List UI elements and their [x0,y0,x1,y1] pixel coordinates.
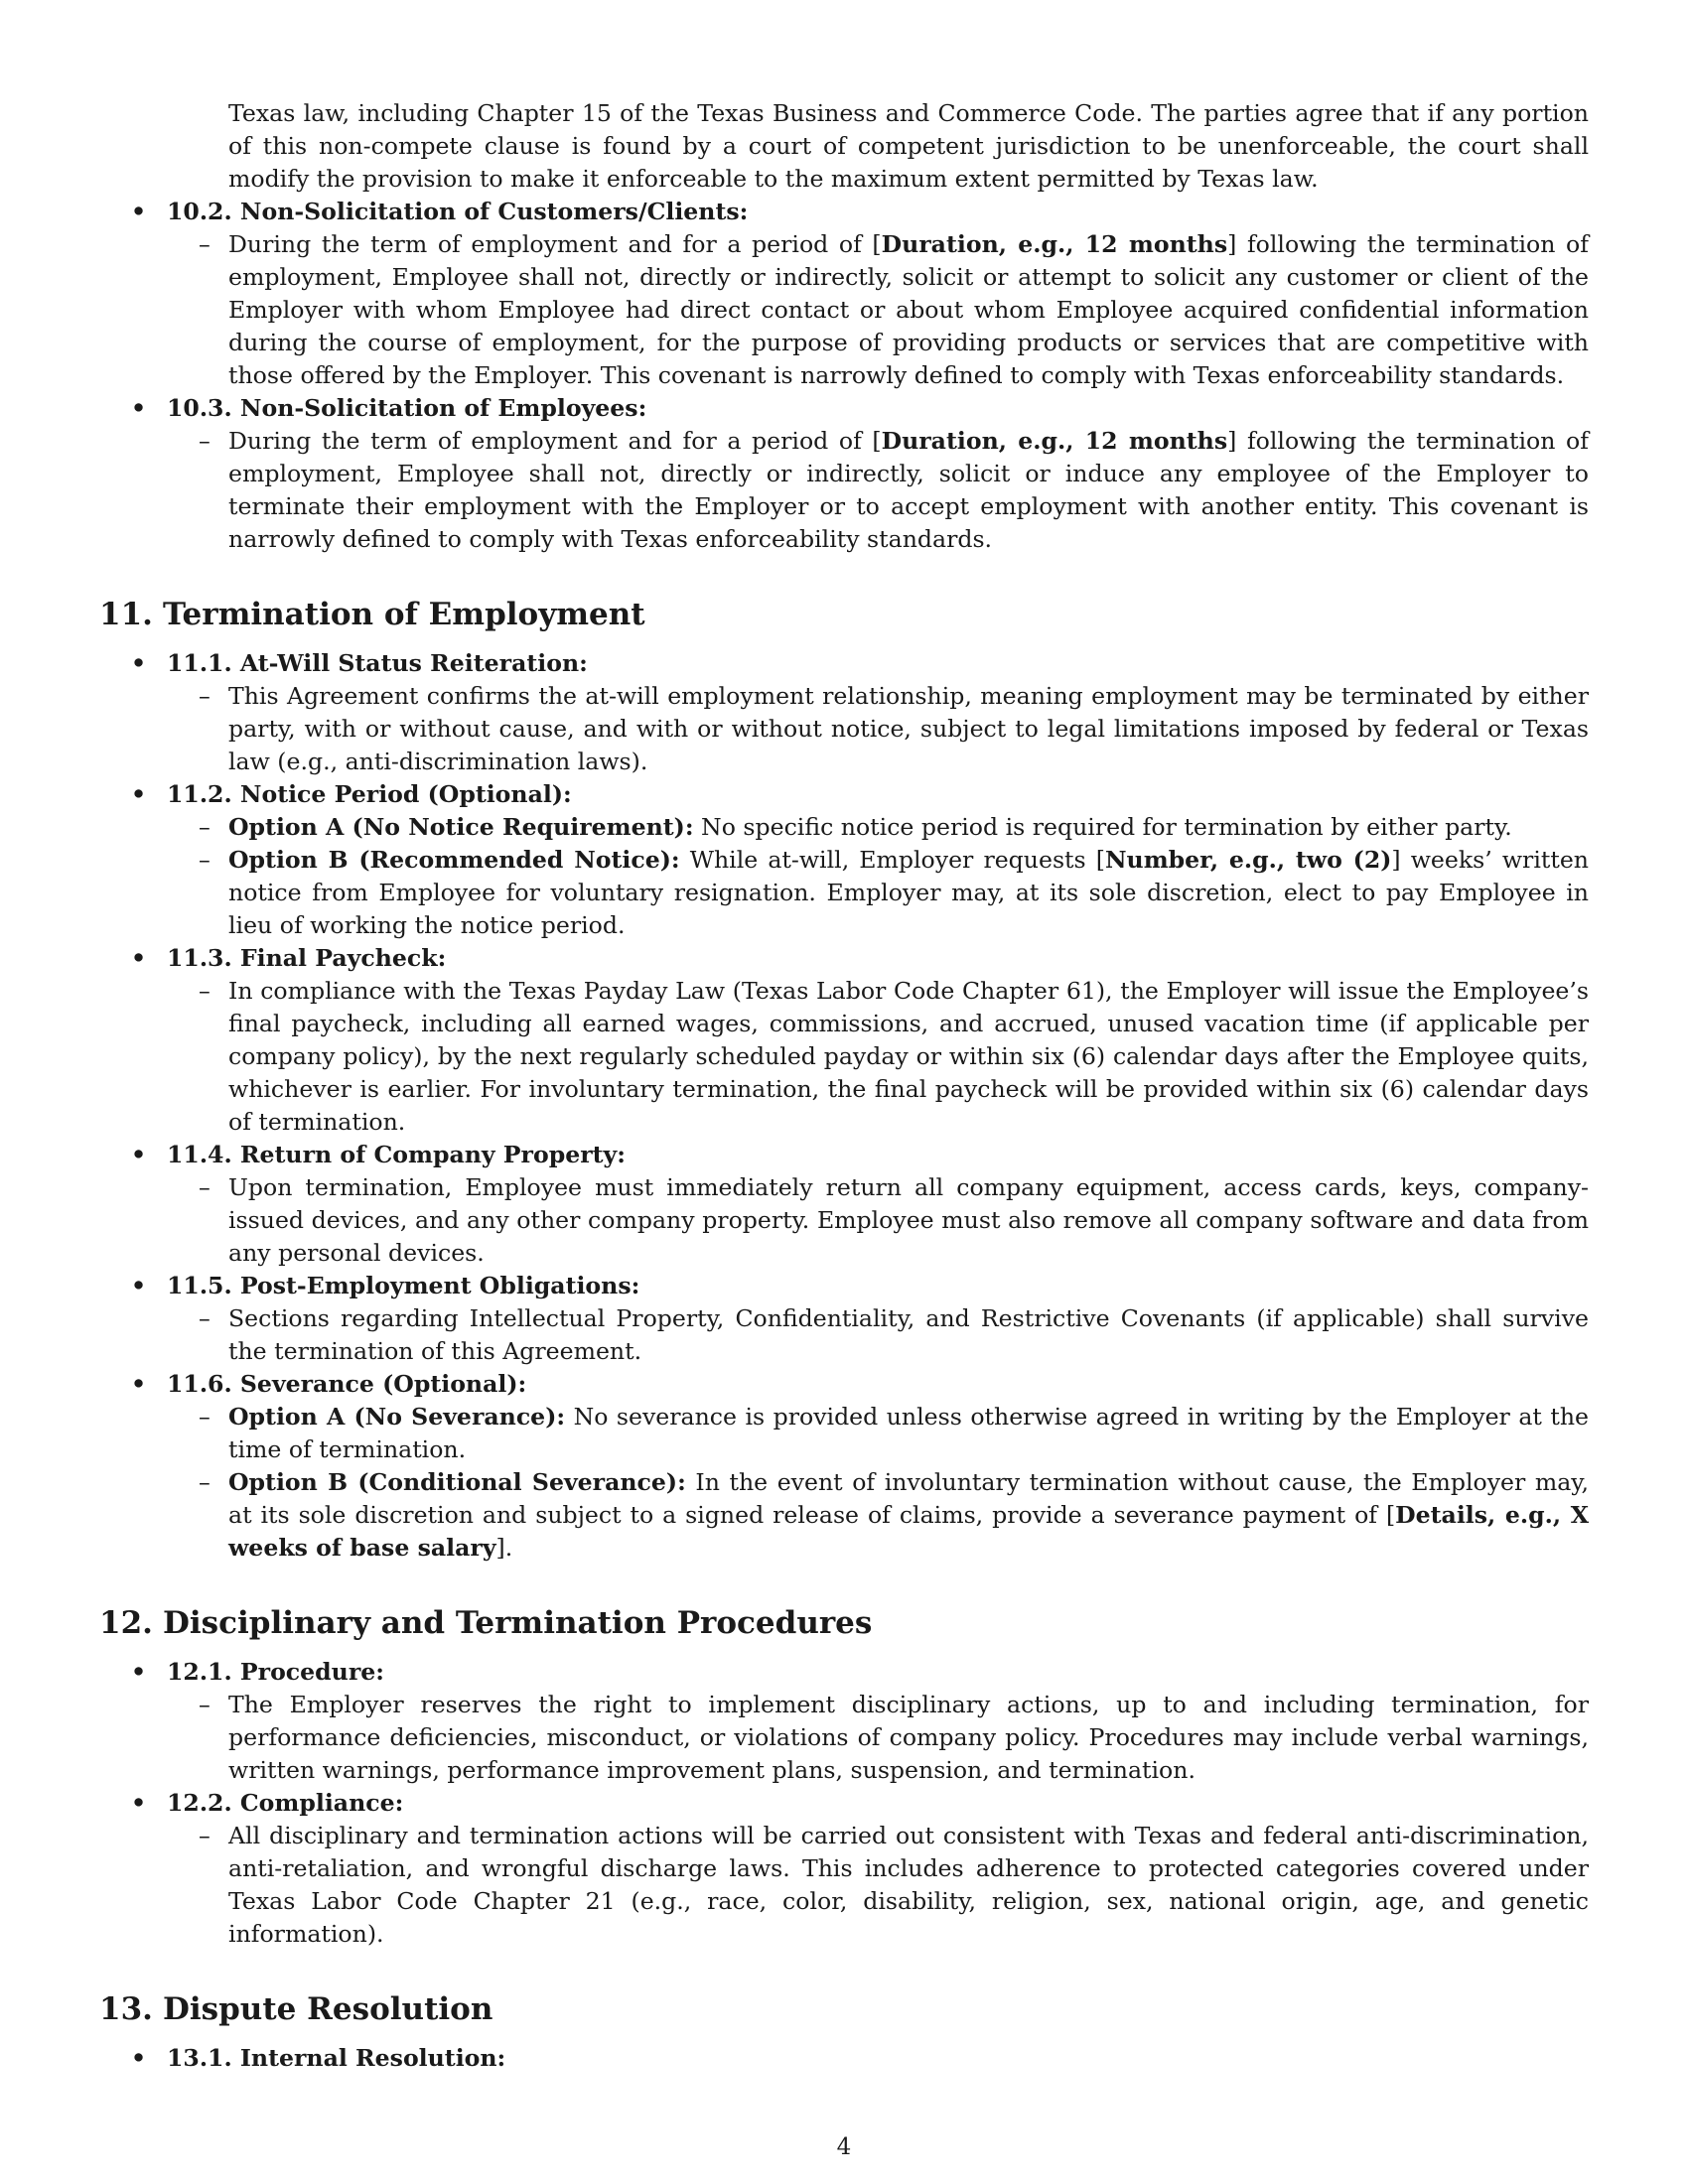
dash-icon: – [199,427,211,455]
section-title: Termination of Employment [163,597,645,632]
dash-icon: – [199,230,211,258]
subsection-heading: 13.1. Internal Resolution: [167,2044,506,2072]
subsection-11-6 [131,1368,1589,1401]
section-11-heading: 11. Termination of Employment [99,597,645,632]
subsection-12-1 [131,1656,1589,1689]
subsection-12-2-text: – All disciplinary and termination actions will be carried out consistent with Texas and federal anti-discrimination, anti-retaliation, and wrongful discharge laws. This includes adherence to protected categories covered under Texas Labor Code Chapter 21 (e.g., race, color, disability, religion, sex, national origin, age, and genetic information). [199,1822,1589,1948]
subsection-heading: 10.2. Non-Solicitation of Customers/Clients: [167,198,749,225]
placeholder-number: Number, e.g., two (2) [1104,846,1392,874]
subsection-11-4 [131,1139,1589,1171]
bullet-icon: • [131,1272,147,1299]
subsection-11-3-text: – In compliance with the Texas Payday Law (Texas Labor Code Chapter 61), the Employer will issue the Employee’s final paycheck, including all earned wages, commissions, and accrued, unused vacation time (if applicable per company policy), by the next regularly scheduled payday or within six (6) calendar days after the Employee quits, whichever is earlier. For involuntary termination, the final paycheck will be provided within six (6) calendar days of termination. [199,977,1589,1136]
bullet-icon: • [131,780,147,808]
bullet-icon: • [131,944,147,972]
subsection-heading: 11.6. Severance (Optional): [167,1370,527,1398]
page-number: 4 [836,2134,852,2160]
bullet-icon: • [131,1789,147,1817]
subsection-heading: 11.3. Final Paycheck: [167,944,447,972]
subsection-11-4-text: – Upon termination, Employee must immediately return all company equipment, access cards, keys, company-issued devices, and any other company property. Employee must also remove all company software and data from any personal devices. [199,1173,1589,1267]
subsection-heading: 11.2. Notice Period (Optional): [167,780,572,808]
subsection-11-1-text: – This Agreement confirms the at-will employment relationship, meaning employment may be terminated by either party, with or without cause, and with or without notice, subject to legal limitations imposed by federal or Texas law (e.g., anti-discrimination laws). [199,682,1589,775]
subsection-11-3 [131,942,1589,975]
subsection-12-1-text: – The Employer reserves the right to implement disciplinary actions, up to and including termination, for performance deficiencies, misconduct, or violations of company policy. Procedures may include verbal warnings, written warnings, performance improvement plans, suspension, and termination. [199,1691,1589,1784]
bullet-icon: • [131,1141,147,1168]
subsection-11-5 [131,1270,1589,1302]
subsection-heading: 12.1. Procedure: [167,1658,384,1686]
dash-icon: – [199,813,211,841]
dash-icon: – [199,1822,211,1849]
document-page [99,97,1589,2075]
subsection-10-2-text: – During the term of employment and for a period of [Duration, e.g., 12 months] following the termination of employment, Employee shall not, directly or indirectly, solicit or attempt to solicit any customer or client of the Employer with whom Employee had direct contact or about whom Employee acquired confidential information during the course of employment, for the purpose of providing products or services that are competitive with those offered by the Employer. This covenant is narrowly defined to comply with Texas enforceability standards. [199,230,1589,389]
bullet-icon: • [131,649,147,677]
subsection-heading: 11.5. Post-Employment Obligations: [167,1272,640,1299]
subsection-heading: 11.4. Return of Company Property: [167,1141,626,1168]
section-13-heading: 13. Dispute Resolution [99,1991,493,2027]
subsection-11-1 [131,647,1589,680]
subsection-12-2 [131,1787,1589,1820]
option-a-notice: – Option A (No Notice Requirement): No specific notice period is required for termination by either party. [228,811,1589,844]
section-title: Disciplinary and Termination Procedures [163,1605,873,1641]
option-b-notice: – Option B (Recommended Notice): While at-will, Employer requests [Number, e.g., two (2)] weeks’ written notice from Employee for voluntary resignation. Employer may, at its sole discretion, elect to pay Employee in lieu of working the notice period. [199,846,1589,939]
dash-icon: – [199,1691,211,1718]
dash-icon: – [199,846,211,874]
bullet-icon: • [131,1658,147,1686]
dash-icon: – [199,1403,211,1431]
dash-icon: – [199,1468,211,1496]
subsection-10-3-text: – During the term of employment and for a period of [Duration, e.g., 12 months] following the termination of employment, Employee shall not, directly or indirectly, solicit or induce any employee of the Employer to terminate their employment with the Employer or to accept employment with another entity. This covenant is narrowly defined to comply with Texas enforceability standards. [199,427,1589,553]
dash-icon: – [199,1173,211,1201]
subsection-10-2 [131,196,1589,228]
subsection-heading: 12.2. Compliance: [167,1789,404,1817]
noncompete-continuation: Texas law, including Chapter 15 of the Texas Business and Commerce Code. The parties agree that if any portion of this non-compete clause is found by a court of competent jurisdiction to be unenforceable, the court shall modify the provision to make it enforceable to the maximum extent permitted by Texas law. [228,99,1589,193]
subsection-11-2 [131,778,1589,811]
subsection-13-1 [131,2042,1589,2075]
dash-icon: – [199,682,211,710]
option-a-severance: – Option A (No Severance): No severance is provided unless otherwise agreed in writing by the Employer at the time of termination. [199,1403,1589,1463]
placeholder-duration: Duration, e.g., 12 months [881,230,1228,258]
dash-icon: – [199,1304,211,1332]
section-12-heading: 12. Disciplinary and Termination Procedures [99,1605,873,1641]
bullet-icon: • [131,2044,147,2072]
subsection-11-5-text: – Sections regarding Intellectual Property, Confidentiality, and Restrictive Covenants (if applicable) shall survive the termination of this Agreement. [199,1304,1589,1365]
dash-icon: – [199,977,211,1005]
section-title: Dispute Resolution [163,1991,493,2027]
bullet-icon: • [131,1370,147,1398]
subsection-10-3 [131,392,1589,425]
option-b-severance: – Option B (Conditional Severance): In the event of involuntary termination without cause, the Employer may, at its sole discretion and subject to a signed release of claims, provide a severance payment of [Details, e.g., X weeks of base salary]. [199,1468,1590,1562]
placeholder-details: Details, e.g., X weeks of base salary [228,1501,1590,1562]
subsection-heading: 10.3. Non-Solicitation of Employees: [167,394,647,422]
bullet-icon: • [131,394,147,422]
placeholder-duration: Duration, e.g., 12 months [881,427,1228,455]
bullet-icon: • [131,198,147,225]
subsection-heading: 11.1. At-Will Status Reiteration: [167,649,588,677]
